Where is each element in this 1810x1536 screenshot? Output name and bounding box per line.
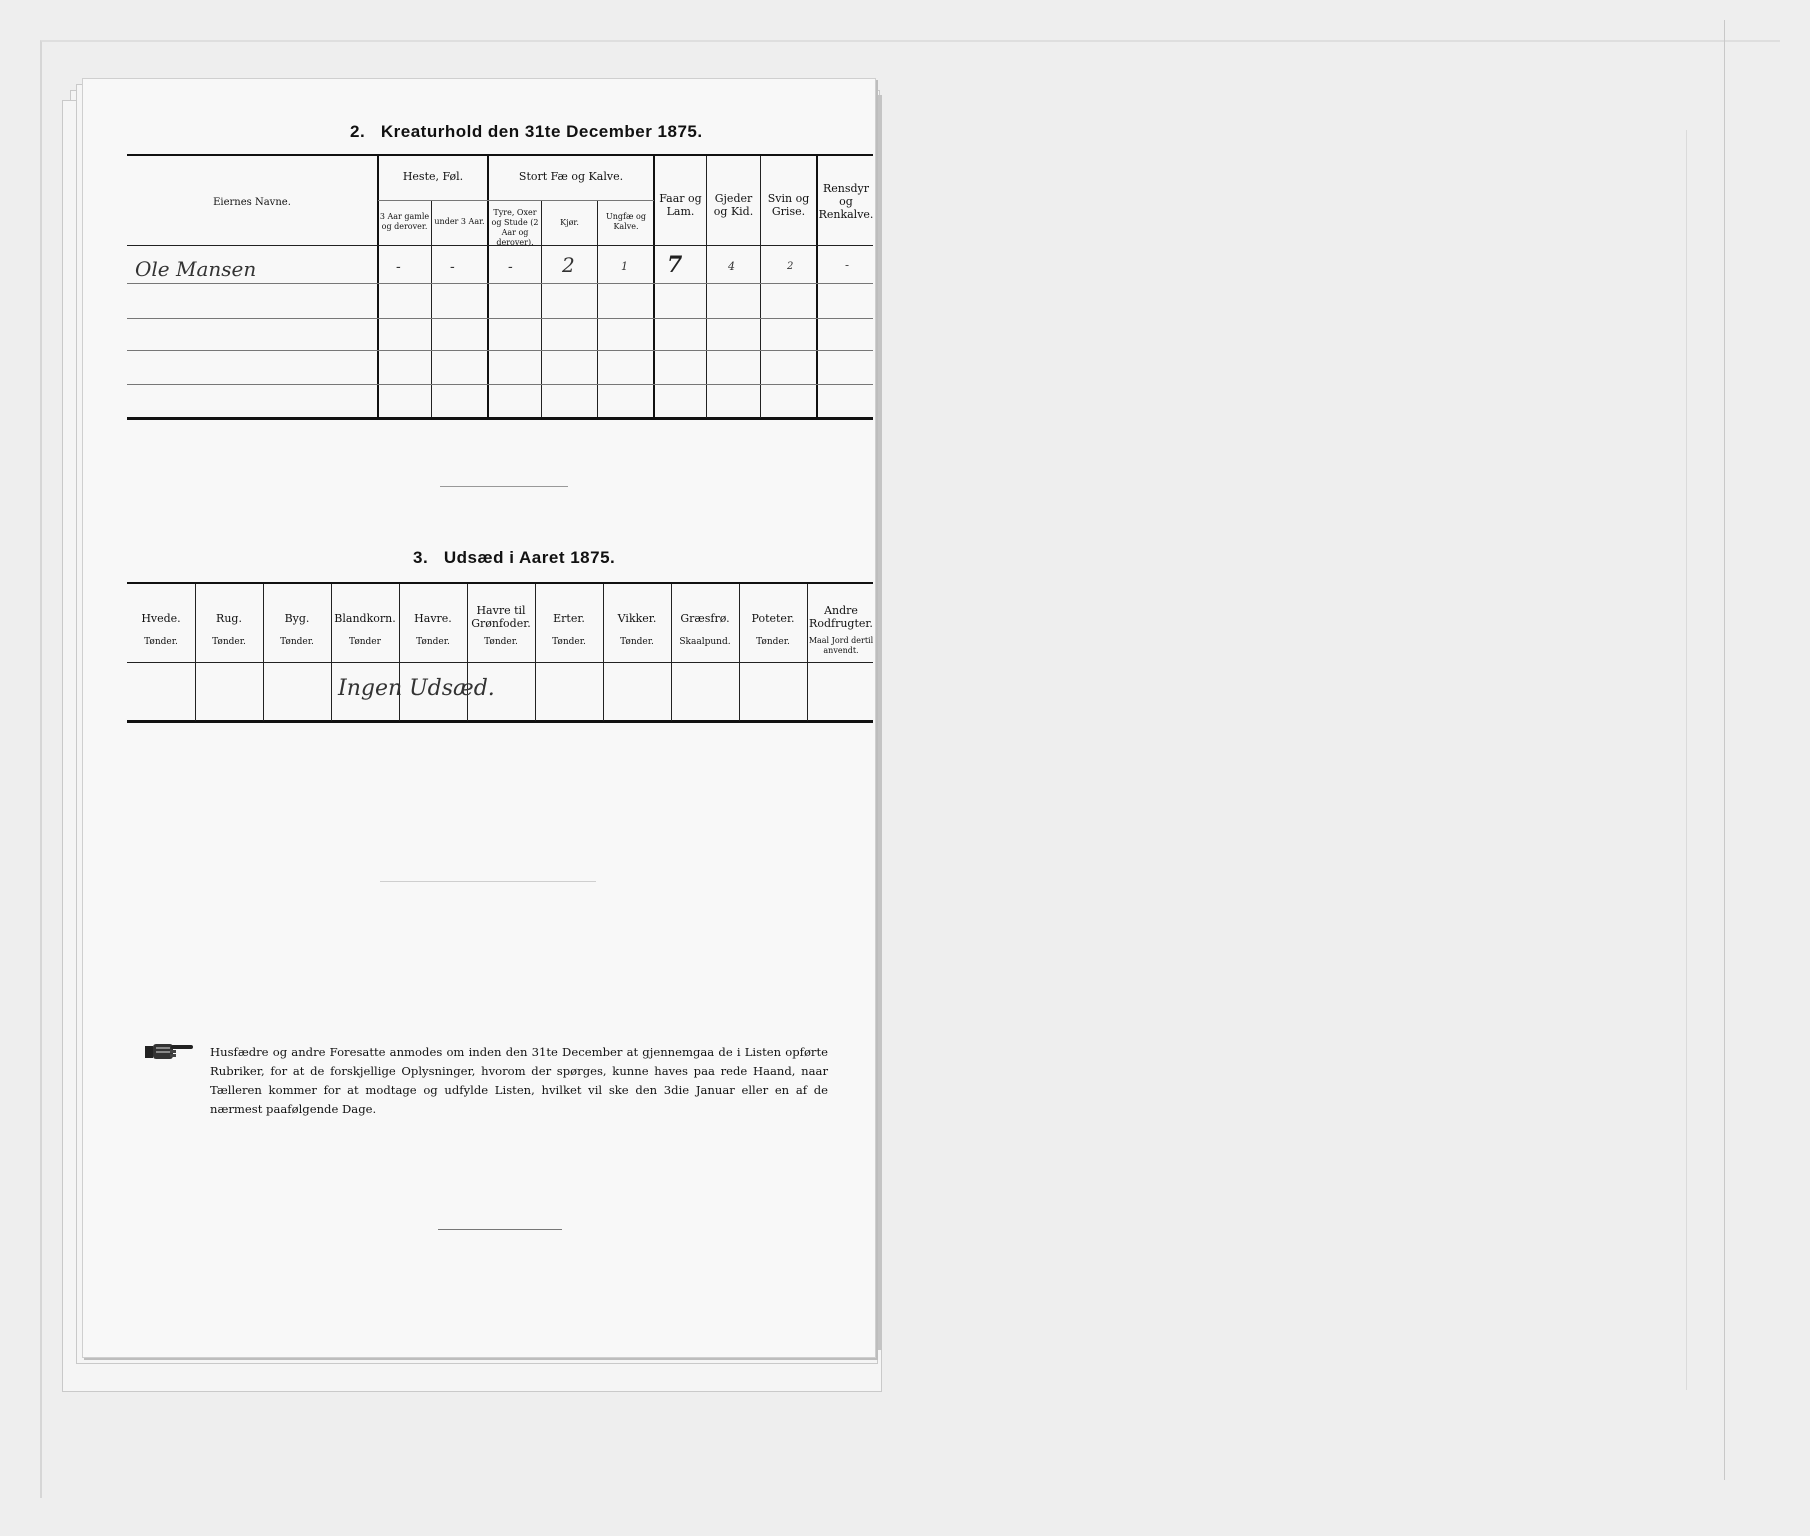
unit-graesfro: Skaalpund.: [679, 637, 731, 647]
column-divider: [195, 584, 196, 721]
header-horses: Heste, Føl.: [402, 170, 464, 183]
header-owner: Eiernes Navne.: [213, 197, 291, 208]
table-top-rule: [127, 582, 873, 584]
entry-goats: 4: [728, 260, 735, 273]
section-separator: [380, 881, 596, 882]
scan-edge-line: [1686, 130, 1687, 1390]
header-havre-gronfoder: Havre til Grønfoder.: [471, 604, 531, 630]
header-cattle-cows: Kjør.: [560, 218, 579, 227]
header-havre: Havre.: [414, 612, 452, 625]
header-pigs: Svin og Grise.: [767, 192, 810, 218]
section3-number: 3.: [413, 548, 429, 567]
column-divider: [535, 584, 536, 721]
column-divider: [671, 584, 672, 721]
column-divider: [603, 584, 604, 721]
column-divider: [377, 156, 379, 418]
entry-cattle-bulls: -: [508, 259, 513, 275]
notice-text: Husfædre og andre Foresatte anmodes om inden den 31te December at gjennemgaa de i Listen opførte Rubriker, for at de forskjellige Oplysninger, hvorom der spørges, kunne haves paa rede Haand, naar Tælleren kommer for at modtage og udfylde Listen, hvilket vil ske den 3die Januar eller en af de nærmest paafølgende Dage.: [210, 1045, 828, 1116]
unit-erter: Tønder.: [552, 637, 586, 647]
unit-andre-rodfrugter: Maal Jord dertil anvendt.: [808, 636, 874, 655]
row-rule: [127, 283, 873, 284]
table-bottom-rule: [127, 720, 873, 723]
header-andre-rodfrugter: Andre Rodfrugter.: [809, 604, 873, 630]
column-divider: [487, 156, 489, 418]
unit-blandkorn: Tønder: [349, 637, 381, 647]
header-poteter: Poteter.: [751, 612, 795, 625]
header-byg: Byg.: [284, 612, 310, 625]
header-horses-young: under 3 Aar.: [434, 217, 485, 226]
pointing-hand-icon: [144, 1040, 196, 1062]
entry-pigs: 2: [787, 261, 794, 272]
entry-horses-young: -: [450, 259, 455, 275]
entry-reindeer: -: [845, 258, 850, 272]
header-hvede: Hvede.: [141, 612, 181, 625]
footer-separator: [438, 1229, 562, 1230]
unit-hvede: Tønder.: [144, 637, 178, 647]
header-cattle-bulls: Tyre, Oxer og Stude (2 Aar og derover).: [491, 208, 539, 247]
entry-cattle-young: 1: [621, 260, 628, 273]
unit-rug: Tønder.: [212, 637, 246, 647]
entry-no-sowing: Ingen Udsæd.: [338, 676, 495, 701]
table-top-rule: [127, 154, 873, 156]
column-divider: [739, 584, 740, 721]
scan-edge-line: [1724, 20, 1725, 1480]
row-rule: [127, 350, 873, 351]
section2-title: Kreaturhold den 31te December 1875.: [380, 122, 703, 141]
unit-havre: Tønder.: [416, 637, 450, 647]
entry-cattle-cows: 2: [562, 253, 575, 277]
unit-poteter: Tønder.: [756, 637, 790, 647]
header-erter: Erter.: [553, 612, 585, 625]
unit-byg: Tønder.: [280, 637, 314, 647]
subheader-rule: [488, 200, 654, 201]
table-bottom-rule: [127, 417, 873, 420]
header-sheep: Faar og Lam.: [659, 192, 702, 218]
entry-sheep: 7: [667, 252, 683, 278]
header-rug: Rug.: [216, 612, 242, 625]
header-horses-old: 3 Aar gamle og derover.: [379, 212, 430, 231]
subheader-rule: [378, 200, 488, 201]
header-blandkorn: Blandkorn.: [334, 612, 396, 625]
entry-owner-name: Ole Mansen: [135, 257, 257, 281]
section-separator: [440, 486, 568, 487]
column-divider: [331, 584, 332, 721]
row-rule: [127, 318, 873, 319]
column-divider: [263, 584, 264, 721]
entry-horses-old: -: [396, 259, 401, 275]
header-goats: Gjeder og Kid.: [713, 192, 754, 218]
header-cattle-young: Ungfæ og Kalve.: [606, 212, 646, 231]
header-reindeer: Rensdyr og Renkalve.: [818, 182, 874, 221]
section2-number: 2.: [350, 122, 366, 141]
header-graesfro: Græsfrø.: [680, 612, 730, 625]
header-cattle: Stort Fæ og Kalve.: [518, 170, 624, 183]
header-bottom-rule: [127, 662, 873, 663]
row-rule: [127, 384, 873, 385]
section3-heading: [413, 548, 615, 568]
section2-heading: [350, 122, 703, 142]
unit-vikker: Tønder.: [620, 637, 654, 647]
header-vikker: Vikker.: [617, 612, 657, 625]
unit-havre-gronfoder: Tønder.: [484, 637, 518, 647]
section3-title: Udsæd i Aaret 1875.: [443, 548, 616, 567]
